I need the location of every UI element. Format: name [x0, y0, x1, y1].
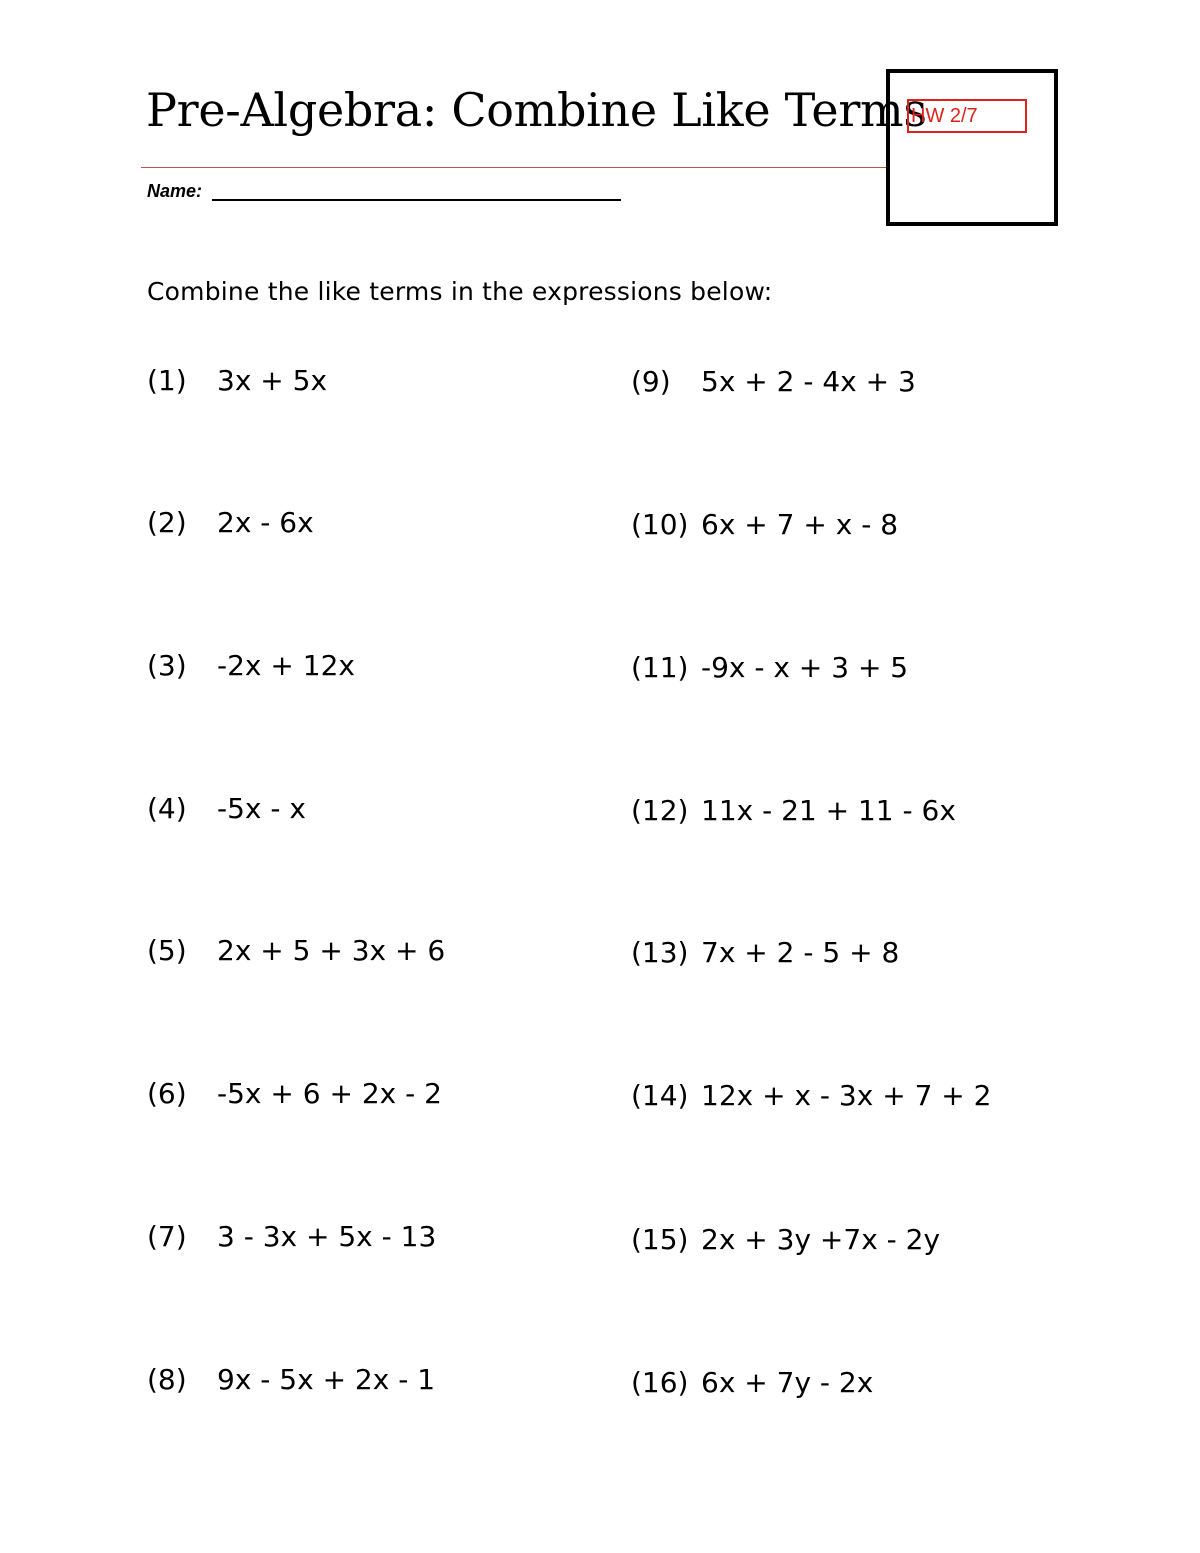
problem-9 [631, 364, 916, 400]
problem-number: (1) [147, 364, 187, 397]
problem-expression: 3 - 3x + 5x - 13 [217, 1220, 437, 1253]
problem-number: (7) [147, 1220, 187, 1253]
homework-tag: HW 2/7 [907, 99, 1027, 133]
problem-expression: -5x + 6 + 2x - 2 [217, 1077, 442, 1110]
title-divider [141, 167, 887, 168]
problem-expression: 2x + 3y +7x - 2y [701, 1223, 941, 1256]
problem-14 [631, 1078, 991, 1114]
problem-number: (10) [631, 508, 689, 541]
problem-number: (9) [631, 365, 671, 398]
problem-8 [147, 1362, 435, 1398]
problem-2 [147, 505, 314, 541]
problem-number: (8) [147, 1363, 187, 1396]
problem-number: (16) [631, 1366, 689, 1399]
problem-expression: 7x + 2 - 5 + 8 [701, 936, 900, 969]
problem-5 [147, 933, 445, 969]
problem-expression: 6x + 7y - 2x [701, 1366, 874, 1399]
problem-number: (2) [147, 506, 187, 539]
problem-number: (15) [631, 1223, 689, 1256]
problem-expression: 6x + 7 + x - 8 [701, 508, 899, 541]
name-label: Name: [147, 181, 203, 201]
problem-number: (11) [631, 651, 689, 684]
problem-11 [631, 650, 908, 686]
problem-13 [631, 935, 899, 971]
problem-expression: -9x - x + 3 + 5 [701, 651, 909, 684]
problem-15 [631, 1222, 940, 1258]
problem-expression: 5x + 2 - 4x + 3 [701, 365, 916, 398]
problem-16 [631, 1365, 873, 1401]
problem-4 [147, 791, 306, 827]
problem-expression: 9x - 5x + 2x - 1 [217, 1363, 436, 1396]
problem-number: (3) [147, 649, 187, 682]
problem-3 [147, 648, 355, 684]
name-blank-line [212, 199, 621, 201]
problem-expression: 3x + 5x [217, 364, 328, 397]
problem-number: (14) [631, 1079, 689, 1112]
problem-number: (5) [147, 934, 187, 967]
page-title: Pre-Algebra: Combine Like Terms [146, 83, 927, 137]
instructions: Combine the like terms in the expressions below: [147, 277, 773, 306]
problem-number: (12) [631, 794, 689, 827]
problem-number: (6) [147, 1077, 187, 1110]
problem-number: (4) [147, 792, 187, 825]
problem-expression: -2x + 12x [217, 649, 355, 682]
problem-expression: 11x - 21 + 11 - 6x [701, 794, 956, 827]
problem-6 [147, 1076, 442, 1112]
score-box [886, 69, 1058, 226]
problem-7 [147, 1219, 436, 1255]
problem-number: (13) [631, 936, 689, 969]
problem-expression: 2x - 6x [217, 506, 314, 539]
problem-expression: 2x + 5 + 3x + 6 [217, 934, 446, 967]
problem-12 [631, 793, 956, 829]
problem-expression: 12x + x - 3x + 7 + 2 [701, 1079, 992, 1112]
problem-expression: -5x - x [217, 792, 306, 825]
problem-10 [631, 507, 898, 543]
problem-1 [147, 363, 327, 399]
